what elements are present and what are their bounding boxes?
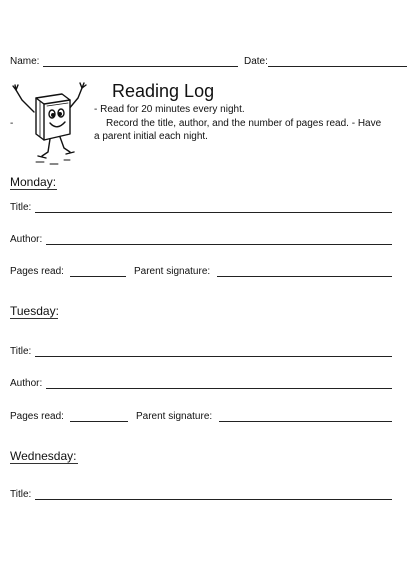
pages-read-label: Pages read: xyxy=(10,266,64,277)
parent-signature-label: Parent signature: xyxy=(136,411,213,422)
day-heading-monday: Monday: xyxy=(10,175,57,189)
monday-signature-field[interactable] xyxy=(217,276,392,277)
instruction-line-1: - Read for 20 minutes every night. xyxy=(94,104,245,115)
tuesday-title-field[interactable] xyxy=(35,356,392,357)
date-field[interactable] xyxy=(268,66,407,67)
title-label: Title: xyxy=(10,489,32,500)
monday-title-field[interactable] xyxy=(35,212,392,213)
monday-pages-field[interactable] xyxy=(70,276,126,277)
instruction-line-2: Record the title, author, and the number of pages read. - Have xyxy=(106,118,382,129)
day-heading-wednesday: Wednesday: xyxy=(10,449,77,463)
tuesday-pages-field[interactable] xyxy=(70,421,128,422)
page-title: Reading Log xyxy=(112,81,215,101)
instruction-line-3: a parent initial each night. xyxy=(94,131,208,142)
author-label: Author: xyxy=(10,378,43,389)
book-mascot-icon xyxy=(10,78,92,168)
tuesday-author-field[interactable] xyxy=(46,388,392,389)
date-label: Date: xyxy=(244,56,268,67)
title-label: Title: xyxy=(10,346,32,357)
monday-author-field[interactable] xyxy=(46,244,392,245)
instruction-dash: - xyxy=(10,118,14,129)
day-underline xyxy=(10,318,58,319)
name-label: Name: xyxy=(10,56,40,67)
day-underline xyxy=(10,463,78,464)
day-underline xyxy=(10,189,57,190)
name-field[interactable] xyxy=(43,66,238,67)
tuesday-signature-field[interactable] xyxy=(219,421,392,422)
wednesday-title-field[interactable] xyxy=(35,499,392,500)
title-label: Title: xyxy=(10,202,32,213)
pages-read-label: Pages read: xyxy=(10,411,64,422)
author-label: Author: xyxy=(10,234,43,245)
day-heading-tuesday: Tuesday: xyxy=(10,304,59,318)
parent-signature-label: Parent signature: xyxy=(134,266,211,277)
